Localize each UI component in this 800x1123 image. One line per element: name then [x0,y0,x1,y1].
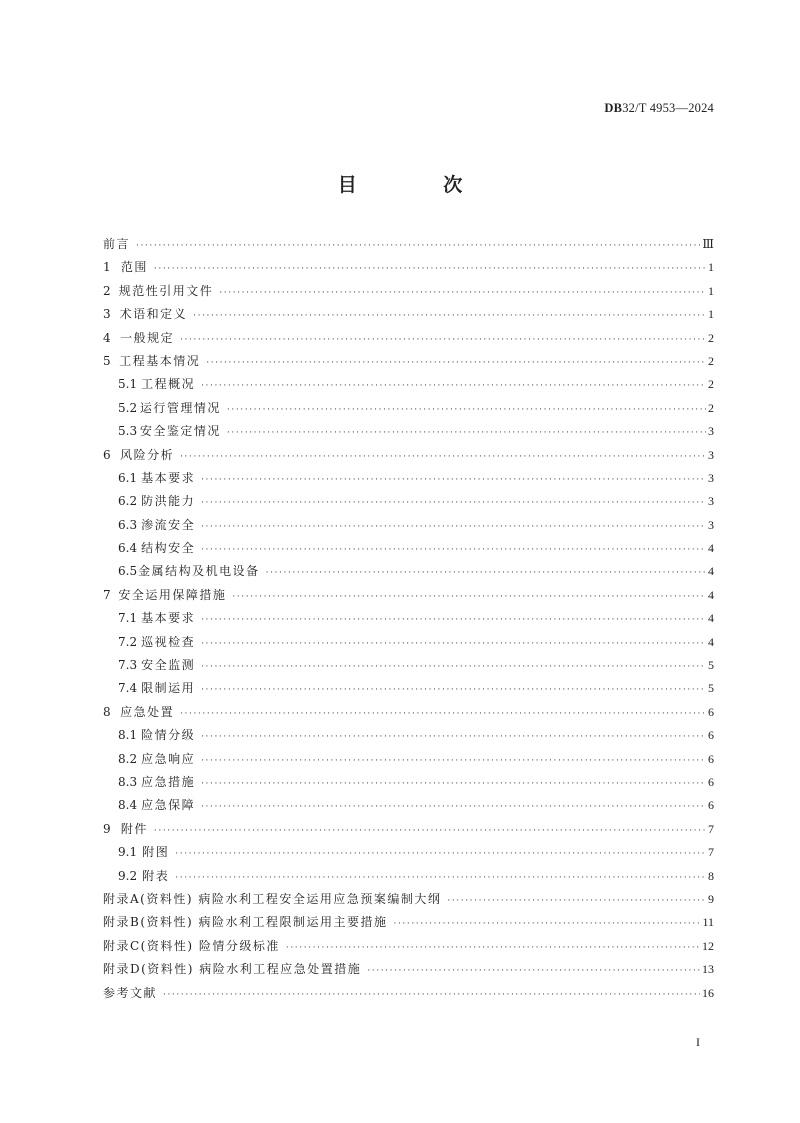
toc-leader-dots [193,305,706,328]
toc-leader-dots [136,235,700,258]
toc-entry-label: 附表 [142,868,170,883]
toc-entry-label: 安全鉴定情况 [139,424,221,439]
toc-entry-number: 9.1 [118,845,138,860]
toc-entry[interactable] [103,677,714,700]
toc-leader-dots [163,984,700,1007]
page-number: I [696,1035,700,1049]
toc-entry-page: 6 [708,751,714,766]
toc-entry-number: 5.2 [118,400,138,415]
toc-entry-number: 7 [103,587,111,602]
toc-entry-page: 12 [702,938,714,953]
toc-leader-dots [206,352,706,375]
page-title: 目 次 [337,174,503,196]
toc-entry-number: 4 [103,330,111,345]
toc-entry[interactable] [103,888,714,911]
toc-entry-page: 4 [708,611,714,626]
toc-entry-page: 4 [708,541,714,556]
toc-entry-number: 8 [103,704,111,719]
toc-entry-number: 2 [103,283,111,298]
toc-entry-number: 6 [103,447,111,462]
toc-entry[interactable] [103,373,714,396]
toc-entry-label: 术语和定义 [119,307,188,322]
toc-leader-dots [180,446,706,469]
toc-entry-number: 7.1 [118,611,138,626]
toc-entry[interactable] [103,303,714,326]
toc-leader-dots [367,960,700,983]
toc-entry-label: 附图 [142,845,170,860]
toc-entry-page: 3 [708,517,714,532]
toc-entry[interactable] [103,982,714,1005]
toc-entry-label: 应急措施 [141,774,196,789]
toc-entry-label: 附录C(资料性) 险情分级标准 [103,938,280,953]
toc-entry-label: 渗流安全 [141,517,196,532]
toc-entry-label: 附录A(资料性) 病险水利工程安全运用应急预案编制大纲 [103,891,442,906]
toc-entry[interactable] [103,911,714,934]
toc-entry-page: 6 [708,798,714,813]
standard-code-rest: 32/T 4953—2024 [622,101,714,115]
toc-entry-page: 6 [708,728,714,743]
toc-leader-dots [180,703,706,726]
toc-entry-label: 安全监测 [141,658,196,673]
toc-leader-dots [154,820,706,843]
toc-leader-dots [201,750,706,773]
toc-entry-page: 2 [708,330,714,345]
toc-entry-label: 规范性引用文件 [118,283,214,298]
toc-leader-dots [175,867,706,890]
toc-entry-number: 7.3 [118,658,138,673]
toc-leader-dots [201,609,706,632]
toc-entry[interactable] [103,607,714,630]
toc-entry-label: 应急处置 [120,704,175,719]
toc-entry[interactable] [103,958,714,981]
toc-leader-dots [201,656,706,679]
toc-entry[interactable] [103,514,714,537]
toc-entry-number: 8.1 [118,728,138,743]
toc-entry-label: 基本要求 [141,611,196,626]
toc-entry[interactable] [103,397,714,420]
toc-leader-dots [227,399,706,422]
toc-entry-label: 附录B(资料性) 病险水利工程限制运用主要措施 [103,915,388,930]
toc-leader-dots [175,843,706,866]
toc-leader-dots [201,679,706,702]
toc-leader-dots [201,633,706,656]
toc-entry-page: 1 [708,283,714,298]
toc-entry-page: 2 [708,353,714,368]
toc-entry-page: 4 [708,564,714,579]
toc-entry-label: 结构安全 [141,541,196,556]
toc-entry[interactable] [103,794,714,817]
toc-entry[interactable] [103,724,714,747]
toc-entry[interactable] [103,327,714,350]
toc-entry-number: 3 [103,307,111,322]
toc-leader-dots [201,773,706,796]
toc-entry-page: 3 [708,470,714,485]
toc-entry[interactable] [103,654,714,677]
toc-entry-page: 6 [708,774,714,789]
toc-entry-number: 7.4 [118,681,138,696]
toc-entry-label: 工程概况 [141,377,196,392]
toc-leader-dots [286,937,700,960]
toc-entry[interactable] [103,560,714,583]
toc-entry-page: 7 [708,821,714,836]
toc-entry[interactable] [103,771,714,794]
toc-entry-page: 4 [708,587,714,602]
toc-entry-page: 5 [708,681,714,696]
toc-entry-label: 运行管理情况 [139,400,221,415]
toc-entry-number: 5 [103,353,111,368]
toc-entry-page: 3 [708,447,714,462]
toc-entry-label: 风险分析 [120,447,175,462]
toc-entry[interactable] [103,631,714,654]
toc-entry-number: 5.1 [118,377,138,392]
toc-leader-dots [201,516,706,539]
toc-entry-label: 基本要求 [141,470,196,485]
toc-leader-dots [201,469,706,492]
table-of-contents [103,233,714,1005]
toc-entry-page: 4 [708,634,714,649]
toc-entry-number: 6.2 [118,494,138,509]
toc-entry[interactable] [103,233,714,256]
toc-entry-label: 工程基本情况 [119,353,201,368]
toc-entry[interactable] [103,280,714,303]
toc-entry-label: 应急响应 [141,751,196,766]
toc-leader-dots [227,422,706,445]
toc-entry-page: 5 [708,658,714,673]
toc-leader-dots [180,329,706,352]
toc-entry-number: 9.2 [118,868,138,883]
toc-leader-dots [394,913,701,936]
toc-entry[interactable] [103,935,714,958]
toc-entry-number: 7.2 [118,634,138,649]
toc-entry[interactable] [103,748,714,771]
toc-entry-page: 8 [708,868,714,883]
toc-entry-label: 应急保障 [141,798,196,813]
toc-entry-page: 16 [702,985,714,1000]
toc-entry-page: 3 [708,424,714,439]
toc-entry-label: 范围 [120,260,148,275]
toc-entry[interactable] [103,841,714,864]
toc-entry-page: 2 [708,377,714,392]
toc-entry[interactable] [103,420,714,443]
toc-entry-page: 1 [708,260,714,275]
toc-entry[interactable] [103,818,714,841]
toc-entry[interactable] [103,584,714,607]
toc-entry-number: 5.3 [118,424,138,439]
toc-entry-label: 参考文献 [103,985,158,1000]
toc-leader-dots [201,796,706,819]
toc-entry-label: 前言 [103,237,131,251]
toc-leader-dots [219,282,706,305]
toc-entry-number: 9 [103,821,111,836]
toc-entry[interactable] [103,467,714,490]
toc-entry[interactable] [103,701,714,724]
toc-entry-page: 2 [708,400,714,415]
toc-entry-number: 6.3 [118,517,138,532]
toc-entry-page: 1 [708,307,714,322]
toc-entry-label: 安全运用保障措施 [118,587,227,602]
toc-entry-label: 防洪能力 [141,494,196,509]
toc-entry-label: 附录D(资料性) 病险水利工程应急处置措施 [103,962,362,977]
toc-entry[interactable] [103,490,714,513]
standard-code-prefix: DB [604,101,623,115]
toc-entry-page: 7 [708,845,714,860]
toc-entry-number: 8.4 [118,798,138,813]
toc-leader-dots [266,562,706,585]
toc-entry[interactable] [103,537,714,560]
toc-entry-label: 金属结构及机电设备 [138,564,260,579]
toc-entry-page: 9 [708,891,714,906]
toc-leader-dots [154,258,706,281]
toc-entry[interactable] [103,865,714,888]
toc-entry-label: 险情分级 [141,728,196,743]
toc-entry-label: 限制运用 [141,681,196,696]
toc-entry-page: Ⅲ [702,237,714,251]
toc-entry-number: 8.2 [118,751,138,766]
toc-entry-page: 3 [708,494,714,509]
toc-entry-number: 1 [103,260,111,275]
toc-entry[interactable] [103,256,714,279]
toc-leader-dots [201,492,706,515]
toc-leader-dots [201,539,706,562]
toc-entry-page: 11 [702,915,714,930]
toc-entry-page: 13 [702,962,714,977]
toc-entry[interactable] [103,444,714,467]
toc-leader-dots [232,586,706,609]
toc-leader-dots [201,375,706,398]
toc-entry-number: 6.4 [118,541,138,556]
toc-entry-page: 6 [708,704,714,719]
toc-entry-label: 一般规定 [120,330,175,345]
standard-code [604,101,714,116]
toc-entry-label: 附件 [120,821,148,836]
toc-leader-dots [447,890,706,913]
toc-entry-label: 巡视检查 [141,634,196,649]
toc-entry-number: 6.5 [118,564,138,579]
toc-entry-number: 8.3 [118,774,138,789]
toc-entry-number: 6.1 [118,470,138,485]
toc-entry[interactable] [103,350,714,373]
toc-leader-dots [201,726,706,749]
